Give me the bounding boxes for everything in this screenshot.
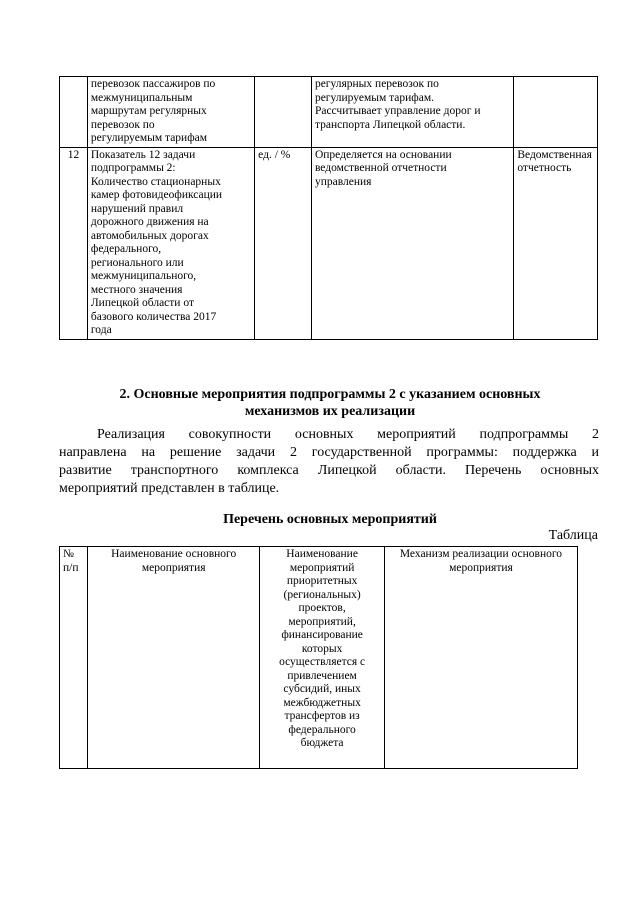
cell-text-line: камер фотовидеофиксации — [90, 189, 223, 201]
cell-text-line: дорожного движения на — [90, 216, 209, 228]
cell-text-line: межмуниципального, — [90, 270, 197, 282]
cell-text-line: мероприятий — [289, 561, 355, 574]
cell-text-line: приоритетных — [286, 575, 358, 587]
cell-text-line: (региональных) — [283, 588, 361, 601]
cell-text-line: Ведомственная — [517, 148, 592, 161]
cell-text-line: регионального или — [90, 256, 184, 269]
cell-text-line: мероприятий, — [288, 615, 356, 628]
cell-text-line: Липецкой области от — [90, 297, 194, 309]
cell-text-line: регулируемым тарифам. — [314, 91, 434, 104]
cell-text-line: Определяется на основании — [314, 148, 452, 161]
cell-text-line: п/п — [63, 561, 79, 574]
header-measure-name — [88, 547, 260, 769]
section-heading — [80, 386, 580, 420]
cell-text-line: Механизм реализации основного — [399, 548, 563, 560]
cell-text-line: проектов, — [298, 602, 346, 614]
cell-text-line: межбюджетных — [283, 696, 361, 709]
unit-cell — [255, 77, 312, 148]
cell-text-line: № — [63, 548, 74, 560]
header-mechanism — [384, 547, 577, 769]
cell-text-line: Наименование основного — [111, 548, 237, 560]
cell-text-line: регулярных перевозок по — [314, 78, 439, 90]
table-row — [60, 77, 598, 148]
cell-text-line: Количество стационарных — [90, 175, 221, 188]
cell-text-line: федерального — [288, 723, 356, 736]
table-title: Перечень основных мероприятий — [223, 512, 437, 527]
paragraph-line: направлена на решение задачи 2 государственной программы: поддержка и — [59, 445, 599, 460]
cell-text-line: субсидий, иных — [283, 683, 361, 695]
cell-text-line: автомобильных дорогах — [90, 229, 209, 242]
cell-text-line: подпрограммы 2: — [90, 162, 176, 174]
cell-text-line: которых — [301, 642, 343, 655]
cell-text-line: отчетность — [517, 162, 572, 174]
cell-text-line: базового количества 2017 — [90, 310, 217, 323]
cell-text-line: Рассчитывает управление дорог и — [314, 105, 481, 117]
cell-text-line: года — [90, 324, 112, 336]
source-cell — [514, 77, 598, 148]
section-heading-line: 2. Основные мероприятия подпрограммы 2 с указанием основных — [119, 387, 541, 402]
section-paragraph — [59, 426, 599, 498]
cell-text-line: транспорта Липецкой области. — [314, 118, 466, 131]
cell-text-line: финансирование — [281, 629, 363, 641]
cell-text-line: нарушений правил — [90, 202, 184, 215]
header-project-name — [260, 547, 385, 769]
paragraph-line — [59, 426, 599, 444]
indicator-name-cell — [87, 77, 254, 148]
cell-text-line: ведомственной отчетности — [314, 162, 447, 174]
table-header-row — [60, 547, 578, 769]
measures-table — [59, 546, 578, 769]
header-number — [60, 547, 88, 769]
source-cell — [514, 147, 598, 339]
row-number-cell: 12 — [60, 147, 88, 339]
indicator-name-cell — [87, 147, 254, 339]
cell-text-line: маршрутам регулярных — [90, 105, 207, 117]
cell-text-line: регулируемым тарифам — [90, 132, 208, 144]
row-number-cell — [60, 77, 88, 148]
paragraph-line: мероприятий представлен в таблице. — [59, 481, 280, 496]
paragraph-line: развитие транспортного комплекса Липецкой области. Перечень основных — [59, 463, 599, 478]
method-cell — [311, 147, 513, 339]
method-cell — [311, 77, 513, 148]
indicators-table — [59, 76, 598, 340]
cell-text-line: перевозок пассажиров по — [90, 78, 216, 90]
cell-text-line: мероприятия — [141, 561, 206, 574]
cell-text-line: трансфертов из — [284, 710, 360, 722]
cell-text-line: перевозок по — [90, 118, 155, 131]
cell-text-line: управления — [314, 175, 372, 188]
cell-text-line: Показатель 12 задачи — [90, 148, 196, 161]
paragraph-text: Реализация совокупности основных мероприятий подпрограммы 2 — [97, 427, 599, 442]
cell-text-line: межмуниципальным — [90, 91, 193, 104]
cell-text-line: федерального, — [90, 243, 162, 255]
cell-text-line: Наименование — [286, 548, 358, 560]
cell-text-line: осуществляется с — [279, 656, 366, 668]
section-heading-line: механизмов их реализации — [244, 404, 416, 419]
cell-text-line: бюджета — [300, 737, 344, 749]
unit-cell: ед. / % — [255, 147, 312, 339]
cell-text-line: местного значения — [90, 283, 183, 296]
cell-text-line: привлечением — [287, 669, 357, 682]
cell-text-line: мероприятия — [449, 561, 513, 574]
table-caption: Таблица — [548, 528, 598, 543]
table-row — [60, 147, 598, 339]
